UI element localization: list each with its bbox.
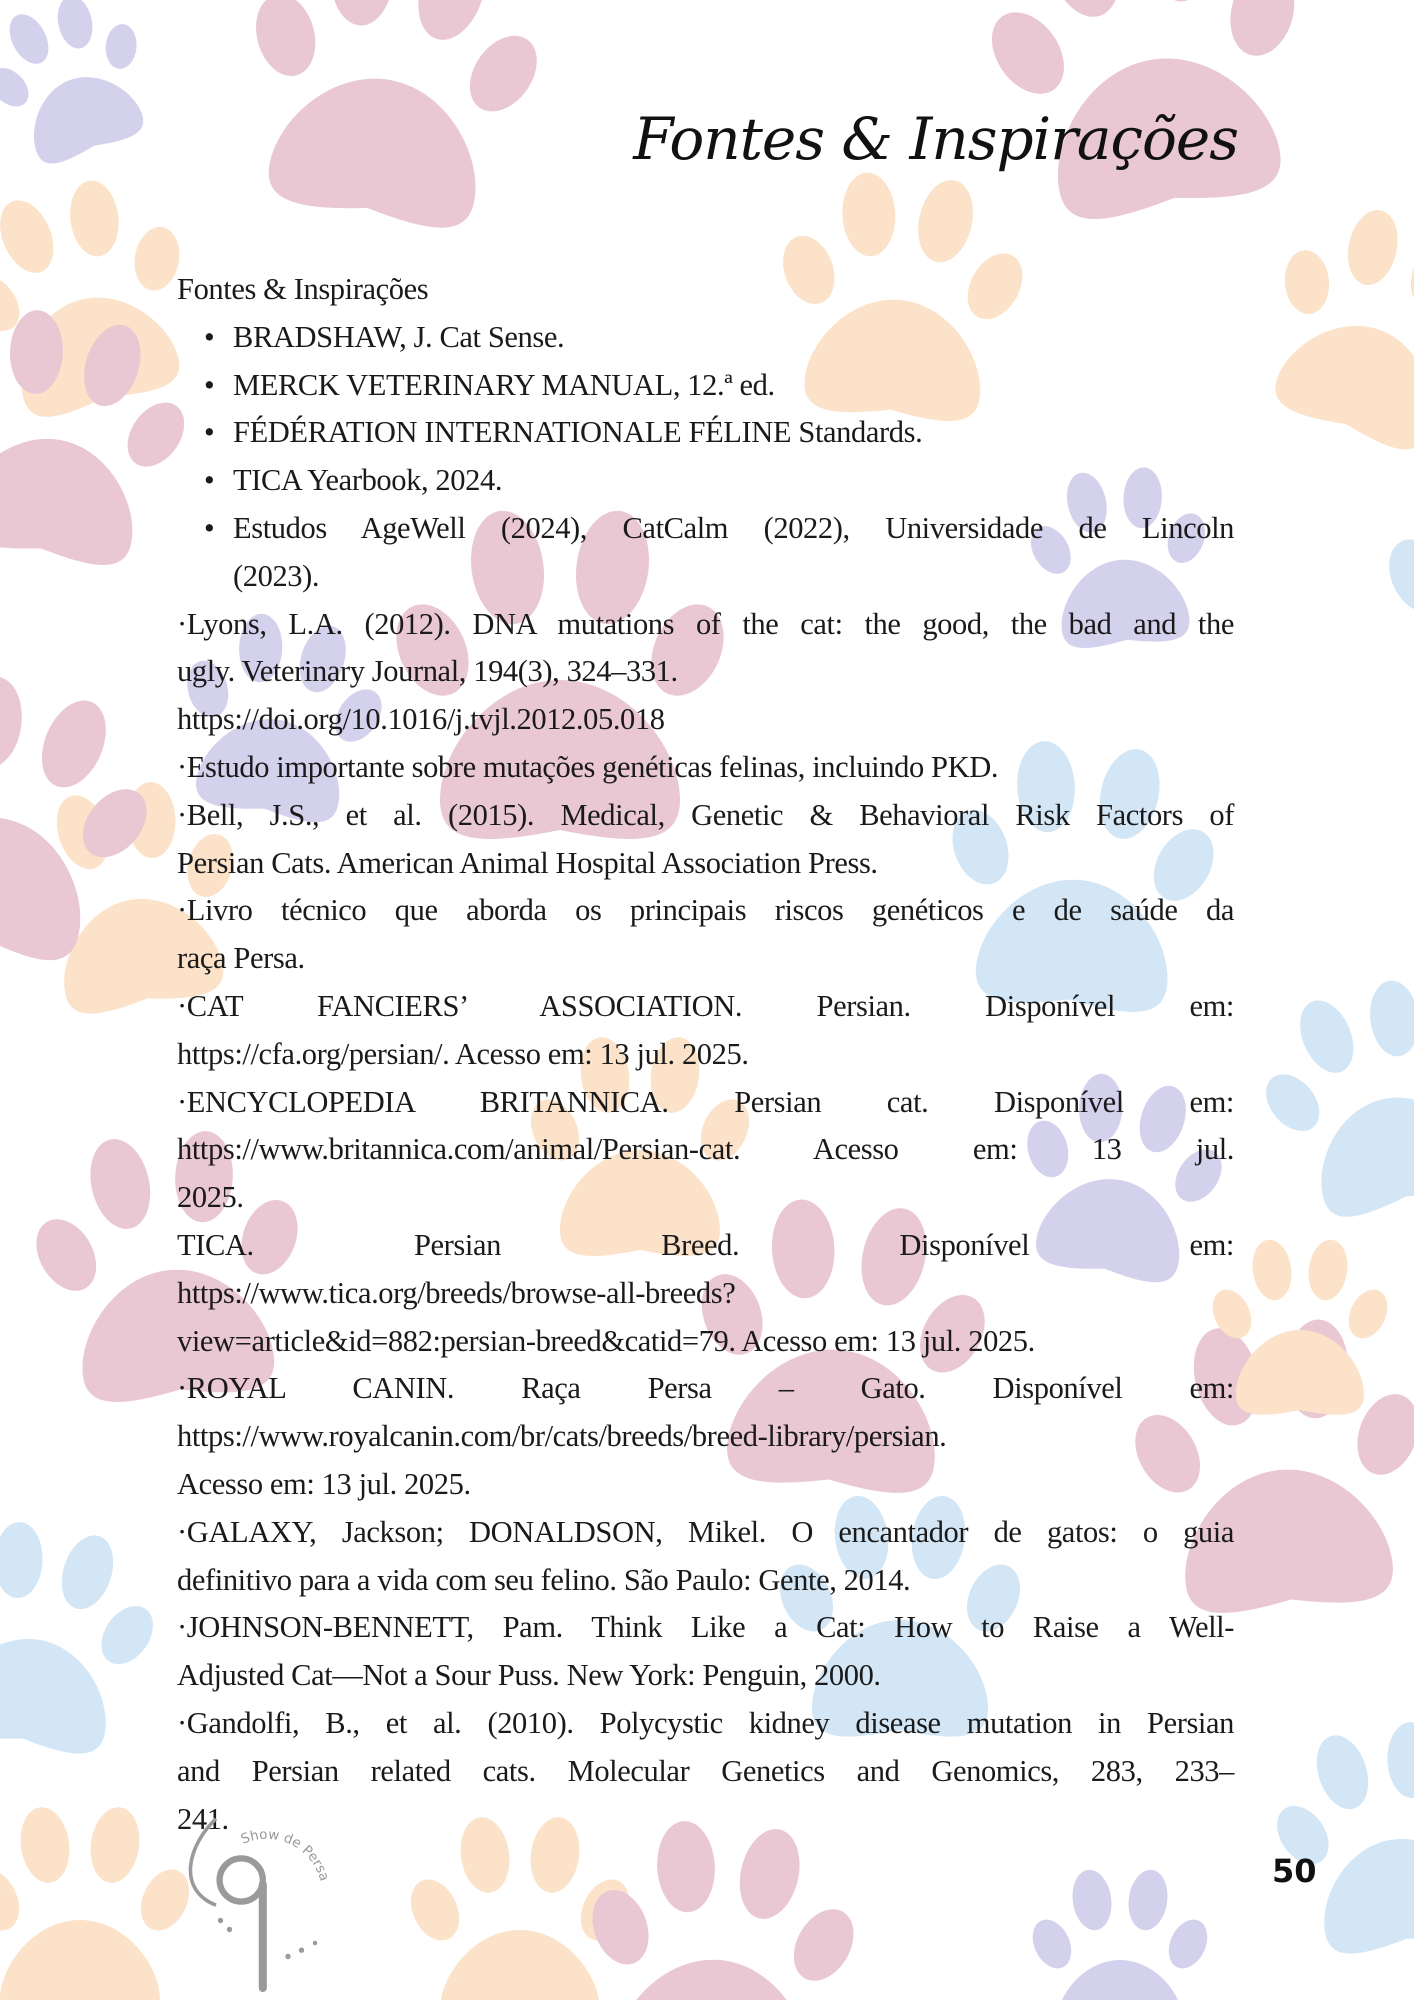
bullet-icon: •	[204, 319, 215, 354]
reference-line: ·Bell, J.S., et al. (2015). Medical, Genetic & Behavioral Risk Factors of	[177, 797, 1234, 832]
reference-line: ·Livro técnico que aborda os principais riscos genéticos e de saúde da	[177, 893, 1234, 928]
paw-print-icon	[1378, 461, 1414, 727]
reference-line: 2025.	[177, 1180, 244, 1215]
source-item	[177, 314, 1234, 362]
page-number: 50	[1272, 1852, 1317, 1890]
reference-line: raça Persa.	[177, 941, 305, 976]
reference-line: ·JOHNSON-BENNETT, Pam. Think Like a Cat: How to Raise a Well-	[177, 1610, 1234, 1645]
paw-print-icon	[1253, 1705, 1414, 1965]
bullet-icon: •	[204, 463, 215, 498]
reference-line[interactable]: https://www.tica.org/breeds/browse-all-breeds?	[177, 1275, 736, 1310]
reference-line: view=article&id=882:persian-breed&catid=79. Acesso em: 13 jul. 2025.	[177, 1323, 1035, 1358]
reference-line: ·Lyons, L.A. (2012). DNA mutations of the cat: the good, the bad and the	[177, 606, 1234, 641]
reference-line: ·GALAXY, Jackson; DONALDSON, Mikel. O encantador de gatos: o guia	[177, 1514, 1234, 1549]
reference-line: 241.	[177, 1801, 229, 1836]
paw-print-icon	[1025, 1867, 1215, 2000]
source-text: MERCK VETERINARY MANUAL, 12.ª ed.	[233, 367, 775, 402]
reference-line: ·Estudo importante sobre mutações genéticas felinas, incluindo PKD.	[177, 749, 999, 784]
source-text: (2023).	[233, 558, 320, 593]
reference-line: ·Gandolfi, B., et al. (2010). Polycystic kidney disease mutation in Persian	[177, 1705, 1234, 1740]
source-item	[177, 505, 1234, 553]
source-text: BRADSHAW, J. Cat Sense.	[233, 319, 565, 354]
bullet-icon: •	[204, 510, 215, 545]
bullet-icon: •	[204, 367, 215, 402]
source-item	[177, 457, 1234, 505]
reference-line: ugly. Veterinary Journal, 194(3), 324–331.	[177, 654, 678, 689]
paw-print-icon	[0, 1505, 177, 1765]
reference-line: Acesso em: 13 jul. 2025.	[177, 1466, 471, 1501]
reference-line: Adjusted Cat—Not a Sour Puss. New York: Penguin, 2000.	[177, 1658, 881, 1693]
paw-print-icon	[1232, 181, 1414, 471]
reference-line: ·CAT FANCIERS’ ASSOCIATION. Persian. Disponível em:	[177, 988, 1234, 1023]
section-heading: Fontes & Inspirações	[177, 272, 429, 306]
reference-line[interactable]: https://cfa.org/persian/. Acesso em: 13 jul. 2025.	[177, 1036, 749, 1071]
bullet-icon: •	[204, 415, 215, 450]
paw-print-icon	[214, 0, 567, 242]
reference-line: ·ROYAL CANIN. Raça Persa – Gato. Disponível em:	[177, 1371, 1234, 1406]
reference-line[interactable]: https://www.royalcanin.com/br/cats/breeds/breed-library/persian.	[177, 1419, 947, 1454]
paw-print-icon	[0, 1804, 198, 2000]
references-section	[177, 266, 1234, 1843]
page-title: Fontes & Inspirações	[633, 105, 1238, 173]
paw-print-icon	[1236, 957, 1414, 1233]
source-item	[177, 553, 1234, 601]
reference-line[interactable]: https://www.britannica.com/animal/Persian-cat. Acesso em: 13 jul.	[177, 1132, 1234, 1167]
reference-line: ·ENCYCLOPEDIA BRITANNICA. Persian cat. Disponível em:	[177, 1084, 1234, 1119]
source-item	[177, 362, 1234, 410]
reference-list	[177, 601, 1234, 1844]
source-text: Estudos AgeWell (2024), CatCalm (2022), Universidade de Lincoln	[233, 510, 1234, 545]
source-text: TICA Yearbook, 2024.	[233, 463, 503, 498]
source-text: FÉDÉRATION INTERNATIONALE FÉLINE Standards.	[233, 415, 923, 450]
reference-line: TICA. Persian Breed. Disponível em:	[177, 1227, 1234, 1262]
reference-line: Persian Cats. American Animal Hospital Association Press.	[177, 845, 878, 880]
show-de-persa-logo	[180, 1808, 360, 1997]
reference-line: and Persian related cats. Molecular Genetics and Genomics, 283, 233–	[177, 1753, 1234, 1788]
reference-line: definitivo para a vida com seu felino. São Paulo: Gente, 2014.	[177, 1562, 911, 1597]
reference-line[interactable]: https://doi.org/10.1016/j.tvjl.2012.05.018	[177, 702, 665, 737]
sources-list	[177, 314, 1234, 601]
svg-text:Show de Persa: Show de Persa	[238, 1826, 333, 1883]
source-item	[177, 409, 1234, 457]
paw-print-icon	[0, 0, 173, 178]
